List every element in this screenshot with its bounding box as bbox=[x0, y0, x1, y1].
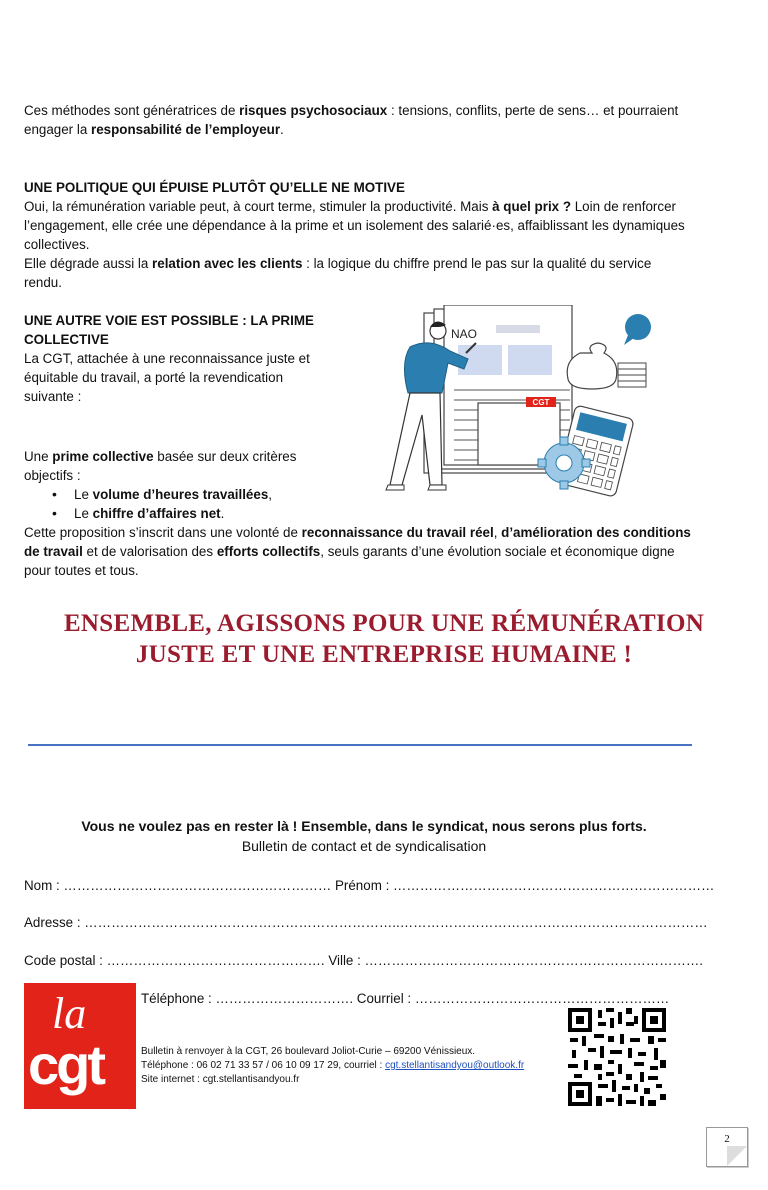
nao-label: NAO bbox=[450, 327, 478, 341]
field-nom-prenom[interactable]: Nom : …………………………………………………… Prénom : ……………………………………………………………… bbox=[24, 878, 715, 893]
section2-paragraph1: La CGT, attachée à une reconnaissance juste et équitable du travail, a porté la revendication suivante : bbox=[24, 351, 310, 404]
cgt-tag-label: CGT bbox=[532, 398, 550, 407]
logo-text-la: la bbox=[52, 989, 87, 1038]
field-adresse[interactable]: Adresse : ……………………………………………………………..…………………………………………………………… bbox=[24, 915, 708, 930]
list-item: • Le volume d’heures travaillées, bbox=[24, 485, 272, 504]
page-number-box bbox=[706, 1127, 748, 1167]
section-title-collective: UNE AUTRE VOIE EST POSSIBLE : LA PRIME COLLECTIVE bbox=[24, 313, 314, 347]
email-link[interactable]: cgt.stellantisandyou@outlook.fr bbox=[385, 1060, 525, 1071]
form-headline: Vous ne voulez pas en rester là ! Ensemble, dans le syndicat, nous serons plus forts. bbox=[81, 818, 647, 834]
footer-website: Site internet : cgt.stellantisandyou.fr bbox=[141, 1074, 300, 1085]
field-code-postal-ville[interactable]: Code postal : …………………………………………. Ville : …………………………………………………………………. bbox=[24, 953, 704, 968]
footer-contact: Téléphone : 06 02 71 33 57 / 06 10 09 17 29, courriel : cgt.stellantisandyou@outlook.fr bbox=[141, 1060, 525, 1071]
cgt-logo bbox=[24, 983, 136, 1109]
divider bbox=[28, 744, 692, 746]
section2-paragraph2: Une prime collective basée sur deux critères objectifs : bbox=[24, 449, 297, 483]
page-number: 2 bbox=[724, 1133, 730, 1145]
intro-paragraph: Ces méthodes sont génératrices de risques psychosociaux : tensions, conflits, perte de sens… et pourraient engager la responsabilité de l’employeur. bbox=[24, 103, 679, 137]
footer-address: Bulletin à renvoyer à la CGT, 26 boulevard Joliot-Curie – 69200 Vénissieux. bbox=[141, 1046, 476, 1057]
form-subheadline: Bulletin de contact et de syndicalisation bbox=[241, 838, 487, 854]
criteria-list bbox=[24, 485, 272, 523]
section1-paragraph1: Oui, la rémunération variable peut, à court terme, stimuler la productivité. Mais à quel prix ? Loin de renforcer l’engagement, elle crée une dépendance à la prime et un isolement des salarié·es, affaiblissant les dynamiques collectives. bbox=[24, 199, 685, 252]
qr-code[interactable] bbox=[568, 1008, 666, 1106]
field-telephone-courriel[interactable]: Téléphone : …………………………. Courriel : ………………………………………………… bbox=[141, 991, 670, 1006]
logo-text-cgt: cgt bbox=[28, 1033, 103, 1096]
slogan: ENSEMBLE, AGISSONS POUR UNE RÉMUNÉRATION JUSTE ET UNE ENTREPRISE HUMAINE ! bbox=[63, 610, 705, 668]
section-title-policy: UNE POLITIQUE QUI ÉPUISE PLUTÔT QU’ELLE NE MOTIVE bbox=[24, 180, 405, 195]
section1-paragraph2: Elle dégrade aussi la relation avec les clients : la logique du chiffre prend le pas sur la qualité du service rendu. bbox=[24, 256, 652, 290]
nao-illustration bbox=[380, 305, 670, 500]
section2-paragraph3: Cette proposition s’inscrit dans une volonté de reconnaissance du travail réel, d’amélioration des conditions de travail et de valorisation des efforts collectifs, seuls garants d’une évolution sociale et économique digne pour toutes et tous. bbox=[24, 525, 691, 578]
list-item: • Le chiffre d’affaires net. bbox=[24, 504, 272, 523]
